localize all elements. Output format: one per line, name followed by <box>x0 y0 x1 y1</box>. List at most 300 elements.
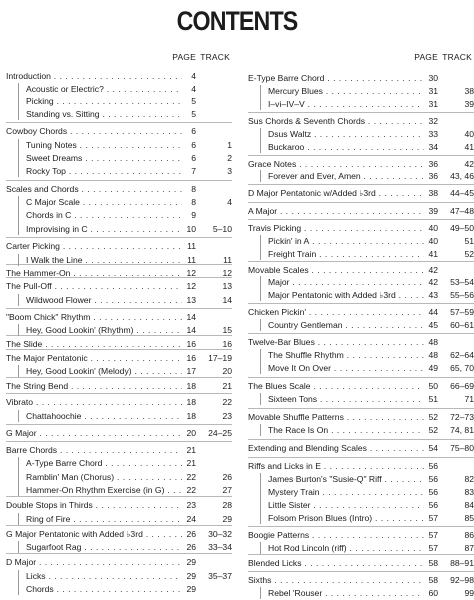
toc-section-entry[interactable] <box>6 280 232 293</box>
toc-section-entry[interactable] <box>248 264 474 277</box>
section-divider <box>6 553 232 554</box>
entry-page-number: 20 <box>186 428 196 438</box>
subentry-group-bar <box>18 83 19 120</box>
toc-subentry[interactable] <box>248 128 474 141</box>
entry-page-number: 42 <box>428 265 438 275</box>
entry-page-number: 57 <box>428 530 438 540</box>
toc-subentry[interactable] <box>6 209 232 222</box>
entry-title: Carter Picking . . . <box>6 240 182 253</box>
entry-title: Mystery Train . . . <box>268 486 424 499</box>
entry-page-number: 18 <box>186 381 196 391</box>
toc-section-entry[interactable] <box>6 427 232 440</box>
toc-section-entry[interactable] <box>6 396 232 409</box>
entry-track-number: 57–59 <box>450 307 474 317</box>
entry-title: Standing vs. Sitting . . . <box>26 108 182 121</box>
entry-page-number: 51 <box>428 394 438 404</box>
entry-page-number: 52 <box>428 425 438 435</box>
section-divider <box>6 237 232 238</box>
entry-page-number: 56 <box>428 461 438 471</box>
entry-track-number: 26 <box>222 472 232 482</box>
subentry-group-bar <box>18 365 19 377</box>
toc-subentry[interactable] <box>6 541 232 554</box>
page-column-header: PAGE <box>414 52 438 62</box>
entry-page-number: 56 <box>428 474 438 484</box>
entry-title: Sixteen Tons . . . <box>268 393 424 406</box>
section-divider <box>248 333 474 334</box>
entry-page-number: 36 <box>428 171 438 181</box>
entry-title: Chords in C . . . <box>26 209 182 222</box>
entry-title: C Major Scale . . . <box>26 196 182 209</box>
entry-track-number: 47–48 <box>450 206 474 216</box>
toc-subentry[interactable] <box>6 294 232 307</box>
toc-section-entry[interactable] <box>6 352 232 365</box>
toc-subentry[interactable] <box>248 486 474 499</box>
entry-page-number: 60 <box>428 588 438 598</box>
entry-page-number: 56 <box>428 500 438 510</box>
entry-track-number: 38 <box>464 86 474 96</box>
entry-page-number: 12 <box>186 268 196 278</box>
entry-page-number: 38 <box>428 188 438 198</box>
entry-title: Riffs and Licks in E . . . <box>248 460 424 473</box>
entry-title: Blended Licks . . . <box>248 557 424 570</box>
entry-page-number: 6 <box>191 153 196 163</box>
toc-column-right <box>248 52 474 600</box>
entry-title: D Major . . . <box>6 556 182 569</box>
entry-track-number: 2 <box>227 153 232 163</box>
section-divider <box>6 349 232 350</box>
entry-title: Major Pentatonic with Added ♭3rd . . . <box>268 289 424 302</box>
entry-page-number: 5 <box>191 109 196 119</box>
entry-page-number: 56 <box>428 487 438 497</box>
toc-subentry[interactable] <box>6 152 232 165</box>
entry-page-number: 54 <box>428 443 438 453</box>
toc-subentry[interactable] <box>6 223 232 236</box>
entry-track-number: 1 <box>227 140 232 150</box>
entry-title: Acoustic or Electric? . . . <box>26 83 182 96</box>
entry-track-number: 3 <box>227 166 232 176</box>
toc-subentry[interactable] <box>248 248 474 261</box>
toc-subentry[interactable] <box>6 513 232 526</box>
track-column-header: TRACK <box>200 52 230 62</box>
toc-section-entry[interactable] <box>6 70 232 83</box>
entry-page-number: 42 <box>428 277 438 287</box>
entry-page-number: 48 <box>428 350 438 360</box>
entry-page-number: 21 <box>186 445 196 455</box>
section-divider <box>6 525 232 526</box>
entry-track-number: 41 <box>464 142 474 152</box>
toc-subentry[interactable] <box>248 424 474 437</box>
entry-page-number: 18 <box>186 411 196 421</box>
toc-section-entry[interactable] <box>6 499 232 512</box>
entry-track-number: 51 <box>464 236 474 246</box>
subentry-group-bar <box>260 473 261 524</box>
entry-title: Country Gentleman . . . <box>268 319 424 332</box>
entry-track-number: 40 <box>464 129 474 139</box>
toc-subentry[interactable] <box>6 95 232 108</box>
toc-section-entry[interactable] <box>248 205 474 218</box>
toc-subentry[interactable] <box>248 141 474 154</box>
toc-subentry[interactable] <box>248 587 474 600</box>
entry-track-number: 60–61 <box>450 320 474 330</box>
entry-track-number: 30–32 <box>208 529 232 539</box>
entry-title: The Shuffle Rhythm . . . <box>268 349 424 362</box>
entry-page-number: 4 <box>191 71 196 81</box>
entry-title: The Race Is On . . . <box>268 424 424 437</box>
section-divider <box>6 308 232 309</box>
toc-section-entry[interactable] <box>6 240 232 253</box>
entry-track-number: 20 <box>222 366 232 376</box>
section-divider <box>6 335 232 336</box>
toc-section-entry[interactable] <box>6 556 232 569</box>
entry-title: Buckaroo . . . <box>268 141 424 154</box>
subentry-group-bar <box>260 85 261 110</box>
entry-page-number: 41 <box>428 249 438 259</box>
toc-section-entry[interactable] <box>6 444 232 457</box>
entry-title: Freight Train . . . <box>268 248 424 261</box>
subentry-group-bar <box>260 542 261 554</box>
entry-title: "Boom Chick" Rhythm . . . <box>6 311 182 324</box>
entry-track-number: 17–19 <box>208 353 232 363</box>
section-divider <box>248 408 474 409</box>
toc-subentry[interactable] <box>6 484 232 497</box>
entry-track-number: 42 <box>464 159 474 169</box>
entry-track-number: 71 <box>464 394 474 404</box>
section-divider <box>248 219 474 220</box>
section-divider <box>6 277 232 278</box>
toc-section-entry[interactable] <box>248 306 474 319</box>
toc-subentry[interactable] <box>248 276 474 289</box>
entry-track-number: 72–73 <box>450 412 474 422</box>
toc-subentry[interactable] <box>6 570 232 583</box>
toc-subentry[interactable] <box>248 393 474 406</box>
toc-section-entry[interactable] <box>6 183 232 196</box>
entry-title: Chattahoochie . . . <box>26 410 182 423</box>
entry-title: Chicken Pickin' . . . <box>248 306 424 319</box>
toc-subentry[interactable] <box>248 499 474 512</box>
entry-track-number: 92–98 <box>450 575 474 585</box>
section-divider <box>6 496 232 497</box>
subentry-group-bar <box>260 349 261 374</box>
entry-track-number: 21 <box>222 381 232 391</box>
toc-subentry[interactable] <box>6 139 232 152</box>
entry-title: G Major Pentatonic with Added ♭3rd . . . <box>6 528 182 541</box>
entry-title: G Major . . . <box>6 427 182 440</box>
entry-title: Boogie Patterns . . . <box>248 529 424 542</box>
toc-subentry[interactable] <box>6 471 232 484</box>
toc-section-entry[interactable] <box>248 411 474 424</box>
entry-page-number: 18 <box>186 397 196 407</box>
toc-subentry[interactable] <box>248 362 474 375</box>
entry-track-number: 49–50 <box>450 223 474 233</box>
entry-track-number: 22 <box>222 397 232 407</box>
subentry-group-bar <box>260 393 261 405</box>
entry-title: Introduction . . . <box>6 70 182 83</box>
subentry-group-bar <box>18 410 19 422</box>
section-divider <box>248 112 474 113</box>
subentry-group-bar <box>260 587 261 599</box>
entry-page-number: 57 <box>428 543 438 553</box>
entry-title: Sus Chords & Seventh Chords . . . <box>248 115 424 128</box>
entry-title: Movable Shuffle Patterns . . . <box>248 411 424 424</box>
entry-page-number: 26 <box>186 529 196 539</box>
entry-title: Chords . . . <box>26 583 182 596</box>
entry-track-number: 75–80 <box>450 443 474 453</box>
entry-page-number: 36 <box>428 159 438 169</box>
toc-section-entry[interactable] <box>248 187 474 200</box>
entry-title: I Walk the Line . . . <box>26 254 182 267</box>
toc-subentry[interactable] <box>6 457 232 470</box>
entry-track-number: 85 <box>464 513 474 523</box>
toc-subentry[interactable] <box>248 85 474 98</box>
section-divider <box>6 264 232 265</box>
entry-track-number: 62–64 <box>450 350 474 360</box>
entry-page-number: 29 <box>186 584 196 594</box>
toc-section-entry[interactable] <box>248 380 474 393</box>
subentry-group-bar <box>18 513 19 525</box>
entry-title: Sugarfoot Rag . . . <box>26 541 182 554</box>
entry-page-number: 5 <box>191 96 196 106</box>
entry-page-number: 26 <box>186 542 196 552</box>
section-divider <box>6 180 232 181</box>
entry-track-number: 12 <box>222 268 232 278</box>
entry-track-number: 99 <box>464 588 474 598</box>
section-divider <box>6 393 232 394</box>
entry-page-number: 6 <box>191 140 196 150</box>
entry-title: E-Type Barre Chord . . . <box>248 72 424 85</box>
entry-title: Hot Rod Lincoln (riff) . . . <box>268 542 424 555</box>
toc-section-entry[interactable] <box>248 557 474 570</box>
toc-column-left <box>6 52 232 600</box>
entry-track-number: 16 <box>222 339 232 349</box>
entry-page-number: 14 <box>186 312 196 322</box>
entry-title: Travis Picking . . . <box>248 222 424 235</box>
entry-page-number: 44 <box>428 307 438 317</box>
entry-title: D Major Pentatonic w/Added ♭3rd . . . <box>248 187 424 200</box>
entry-page-number: 16 <box>186 339 196 349</box>
entry-page-number: 4 <box>191 84 196 94</box>
entry-title: Sweet Dreams . . . <box>26 152 182 165</box>
entry-page-number: 40 <box>428 236 438 246</box>
entry-title: Ring of Fire . . . <box>26 513 182 526</box>
entry-page-number: 22 <box>186 472 196 482</box>
entry-page-number: 40 <box>428 223 438 233</box>
section-divider <box>248 261 474 262</box>
entry-track-number: 27 <box>222 485 232 495</box>
toc-section-entry[interactable] <box>248 72 474 85</box>
entry-title: Movable Scales . . . <box>248 264 424 277</box>
section-divider <box>248 554 474 555</box>
entry-title: The String Bend . . . <box>6 380 182 393</box>
toc-section-entry[interactable] <box>6 125 232 138</box>
entry-page-number: 16 <box>186 353 196 363</box>
entry-title: Twelve-Bar Blues . . . <box>248 336 424 349</box>
entry-title: The Hammer-On . . . <box>6 267 182 280</box>
toc-section-entry[interactable] <box>248 336 474 349</box>
toc-subentry[interactable] <box>6 196 232 209</box>
entry-title: Dsus Waltz . . . <box>268 128 424 141</box>
entry-page-number: 10 <box>186 224 196 234</box>
section-divider <box>6 441 232 442</box>
subentry-group-bar <box>260 424 261 436</box>
toc-subentry[interactable] <box>248 235 474 248</box>
entry-page-number: 8 <box>191 197 196 207</box>
entry-title: Wildwood Flower . . . <box>26 294 182 307</box>
entry-page-number: 22 <box>186 485 196 495</box>
section-divider <box>248 457 474 458</box>
entry-title: A-Type Barre Chord . . . <box>26 457 182 470</box>
entry-page-number: 58 <box>428 558 438 568</box>
entry-page-number: 58 <box>428 575 438 585</box>
entry-track-number: 28 <box>222 500 232 510</box>
toc-section-entry[interactable] <box>248 115 474 128</box>
entry-track-number: 82 <box>464 474 474 484</box>
entry-title: Mercury Blues . . . <box>268 85 424 98</box>
entry-track-number: 55–56 <box>450 290 474 300</box>
toc-subentry[interactable] <box>6 365 232 378</box>
toc-section-entry[interactable] <box>6 380 232 393</box>
toc-section-entry[interactable] <box>248 222 474 235</box>
entry-page-number: 33 <box>428 129 438 139</box>
entry-track-number: 4 <box>227 197 232 207</box>
entry-title: Double Stops in Thirds . . . <box>6 499 182 512</box>
toc-subentry[interactable] <box>248 473 474 486</box>
entry-page-number: 17 <box>186 366 196 376</box>
section-divider <box>248 377 474 378</box>
entry-title: Grace Notes . . . <box>248 158 424 171</box>
toc-subentry[interactable] <box>248 98 474 111</box>
entry-page-number: 14 <box>186 325 196 335</box>
entry-title: Extending and Blending Scales . . . <box>248 442 424 455</box>
section-divider <box>248 439 474 440</box>
entry-page-number: 45 <box>428 320 438 330</box>
entry-title: Major . . . <box>268 276 424 289</box>
subentry-group-bar <box>260 276 261 301</box>
section-divider <box>6 377 232 378</box>
entry-page-number: 49 <box>428 363 438 373</box>
entry-title: The Slide . . . <box>6 338 182 351</box>
entry-track-number: 23 <box>222 411 232 421</box>
entry-track-number: 84 <box>464 500 474 510</box>
toc-subentry[interactable] <box>248 319 474 332</box>
toc-subentry[interactable] <box>6 583 232 596</box>
entry-title: Improvising in C . . . <box>26 223 182 236</box>
entry-title: Hey, Good Lookin' (Melody) . . . <box>26 365 182 378</box>
subentry-group-bar <box>18 541 19 553</box>
entry-track-number: 52 <box>464 249 474 259</box>
entry-page-number: 29 <box>186 557 196 567</box>
entry-title: Scales and Chords . . . <box>6 183 182 196</box>
entry-title: Move It On Over . . . <box>268 362 424 375</box>
subentry-group-bar <box>18 324 19 336</box>
entry-track-number: 66–69 <box>450 381 474 391</box>
entry-title: Little Sister . . . <box>268 499 424 512</box>
entry-page-number: 11 <box>187 241 196 251</box>
entry-title: Sixths . . . <box>248 574 424 587</box>
section-divider <box>248 155 474 156</box>
entry-title: Forever and Ever, Amen . . . <box>268 170 424 183</box>
entry-page-number: 11 <box>187 255 196 265</box>
toc-subentry[interactable] <box>6 108 232 121</box>
toc-section-entry[interactable] <box>248 460 474 473</box>
entry-title: Hey, Good Lookin' (Rhythm) . . . <box>26 324 182 337</box>
entry-page-number: 9 <box>191 210 196 220</box>
toc-section-entry[interactable] <box>248 158 474 171</box>
entry-page-number: 43 <box>428 290 438 300</box>
toc-subentry[interactable] <box>248 170 474 183</box>
subentry-group-bar <box>18 139 19 177</box>
toc-subentry[interactable] <box>248 542 474 555</box>
entry-track-number: 29 <box>222 514 232 524</box>
subentry-group-bar <box>260 170 261 182</box>
entry-track-number: 35–37 <box>208 571 232 581</box>
entry-track-number: 14 <box>222 295 232 305</box>
entry-page-number: 39 <box>428 206 438 216</box>
toc-subentry[interactable] <box>6 410 232 423</box>
entry-title: The Major Pentatonic . . . <box>6 352 182 365</box>
entry-track-number: 44–45 <box>450 188 474 198</box>
entry-track-number: 33–34 <box>208 542 232 552</box>
subentry-group-bar <box>260 319 261 331</box>
subentry-group-bar <box>18 294 19 306</box>
entry-track-number: 43, 46 <box>450 171 474 181</box>
entry-track-number: 74, 81 <box>450 425 474 435</box>
entry-page-number: 21 <box>186 458 196 468</box>
entry-page-number: 13 <box>186 295 196 305</box>
section-divider <box>248 184 474 185</box>
toc-section-entry[interactable] <box>248 442 474 455</box>
entry-title: Hammer-On Rhythm Exercise (in G) . . . <box>26 484 182 497</box>
entry-track-number: 83 <box>464 487 474 497</box>
entry-page-number: 29 <box>186 571 196 581</box>
entry-page-number: 57 <box>428 513 438 523</box>
toc-section-entry[interactable] <box>6 528 232 541</box>
entry-title: The Blues Scale . . . <box>248 380 424 393</box>
entry-page-number: 48 <box>428 337 438 347</box>
toc-subentry[interactable] <box>248 512 474 525</box>
toc-section-entry[interactable] <box>248 529 474 542</box>
subentry-group-bar <box>18 570 19 595</box>
entry-title: A Major . . . <box>248 205 424 218</box>
entry-page-number: 12 <box>186 281 196 291</box>
entry-track-number: 86 <box>464 530 474 540</box>
toc-subentry[interactable] <box>248 289 474 302</box>
track-column-header: TRACK <box>442 52 472 62</box>
page-title: CONTENTS <box>176 6 298 36</box>
entry-title: The Pull-Off . . . <box>6 280 182 293</box>
toc-subentry[interactable] <box>6 165 232 178</box>
section-divider <box>6 424 232 425</box>
toc-subentry[interactable] <box>248 349 474 362</box>
entry-track-number: 88–91 <box>450 558 474 568</box>
entry-page-number: 23 <box>186 500 196 510</box>
toc-subentry[interactable] <box>6 83 232 96</box>
toc-section-entry[interactable] <box>6 311 232 324</box>
toc-section-entry[interactable] <box>248 574 474 587</box>
subentry-group-bar <box>260 235 261 260</box>
subentry-group-bar <box>260 128 261 153</box>
entry-title: Vibrato . . . <box>6 396 182 409</box>
entry-title: James Burton's "Susie-Q" Riff . . . <box>268 473 424 486</box>
entry-track-number: 5–10 <box>212 224 232 234</box>
entry-page-number: 30 <box>428 73 438 83</box>
entry-track-number: 65, 70 <box>450 363 474 373</box>
subentry-group-bar <box>18 196 19 235</box>
entry-title: Ramblin' Man (Chorus) . . . <box>26 471 182 484</box>
entry-title: Pickin' in A . . . <box>268 235 424 248</box>
entry-title: Rocky Top . . . <box>26 165 182 178</box>
entry-page-number: 24 <box>186 514 196 524</box>
entry-page-number: 31 <box>428 99 438 109</box>
